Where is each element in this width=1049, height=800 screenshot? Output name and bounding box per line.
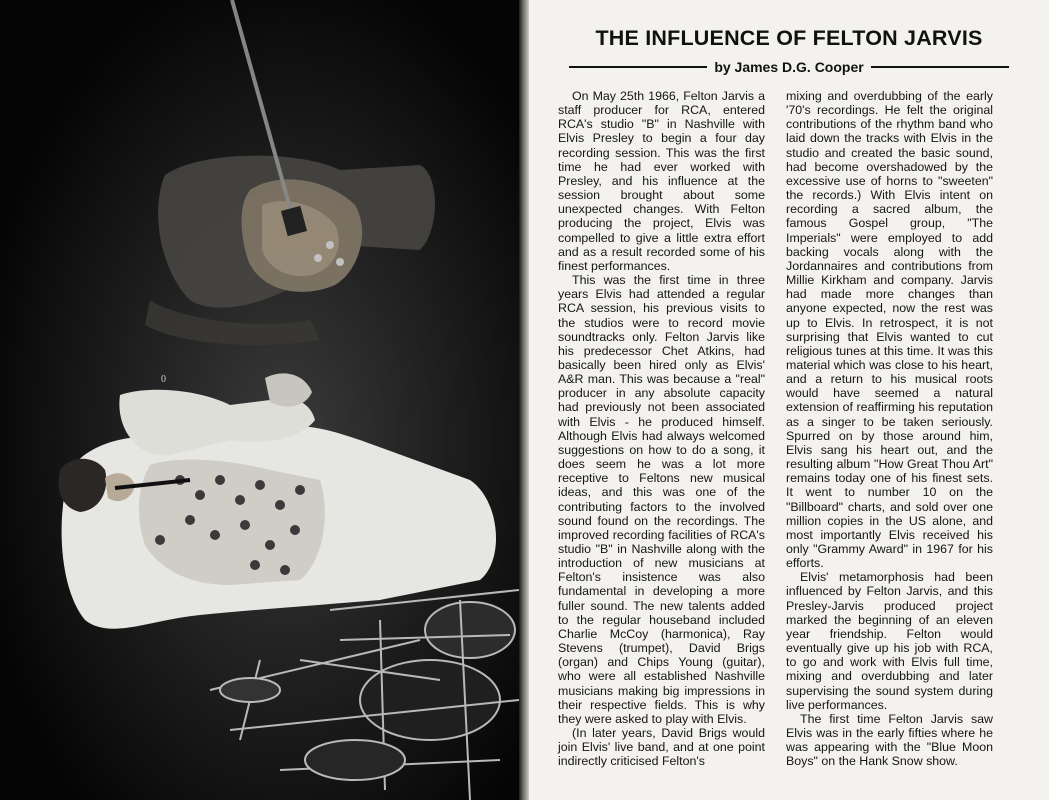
article-column-left [558,89,765,769]
concert-photo [0,0,519,800]
article-column-right [786,89,993,769]
paragraph: On May 25th 1966, Felton Jarvis a staff producer for RCA, entered RCA's studio "B" in Nashville with Elvis Presley to begin a four day recording session. This was the first time he had ever worked with Presley, and his influence at the session brought about some unexpected changes. With Felton producing the project, Elvis was compelled to give a little extra effort and as a result recorded some of his finest performances. [558,89,765,273]
paragraph: This was the first time in three years Elvis had attended a regular RCA session, his previous visits to the studios were to record movie soundtracks only. Felton Jarvis like his predecessor Chet Atkins, had basically been hired only as Elvis' A&R man. This was because a "real" producer in any absolute capacity had previously not been associated with Elvis - he produced himself. Although Elvis had always welcomed suggestions on how to do a song, it does seem he was a lot more receptive to Feltons new musical ideas, and this was one of the contributing factors to the involved sound found on the recordings. The improved recording facilities of RCA's studio "B" in Nashville along with the introduction of new musicians at Felton's insistence was also fundamental in developing a more fuller sound. The new talents added to the regular houseband included Charlie McCoy (harmonica), Ray Stevens (trumpet), David Brigs (organ) and Chips Young (guitar), who were all established Nashville musicians making big impressions in their respective fields. This is why they were asked to play with Elvis. [558,273,765,726]
byline-rule-left [569,66,707,68]
concert-photo-illustration [0,0,519,800]
byline-rule-right [871,66,1009,68]
paragraph: (In later years, David Brigs would join Elvis' live band, and at one point indirectly criticised Felton's [558,726,765,769]
paragraph: The first time Felton Jarvis saw Elvis was in the early fifties where he was appearing with the "Blue Moon Boys" on the Hank Snow show. [786,711,993,769]
byline-text: by James D.G. Cooper [714,59,864,75]
article-page [529,0,1049,800]
article-title: THE INFLUENCE OF FELTON JARVIS [595,26,983,50]
page-gutter [519,0,529,800]
paragraph-continued: mixing and overdubbing of the early '70's recordings. He felt the original contributions of the rhythm band who laid down the tracks with Elvis in the studio and created the basic sound, had become overshadowed by the excessive use of horns to "sweeten" the records.) With Elvis intent on recording a sacred album, the famous Gospel group, "The Imperials" were employed to add backing vocals along with the Jordannaires and contributions from Millie Kirkham and company. Jarvis had made more changes than anyone expected, now the rest was up to Elvis. In retrospect, it is not surprising that Elvis wanted to cut religious tunes at this time. It was this material which was close to his heart, and a return to his musical roots would have seemed a natural extension of reaffirming his reputation as a singer to be taken seriously. Spurred on by those around him, Elvis sang his heart out, and the resulting album "How Great Thou Art" remains today one of his finest sets. It went to number 10 on the "Billboard" charts, and sold over one million copies in the US alone, and most importantly Elvis received his only "Grammy Award" in 1967 for his efforts. [786,89,993,571]
paragraph: Elvis' metamorphosis had been influenced by Felton Jarvis, and this Presley-Jarvis produced project marked the beginning of an eleven year friendship. Felton would eventually give up his job with RCA, to go and work with Elvis full time, mixing and overdubbing and later supervising the sound system during live performances. [786,570,993,712]
stray-mark: 0 [161,374,166,385]
byline [569,57,1009,77]
